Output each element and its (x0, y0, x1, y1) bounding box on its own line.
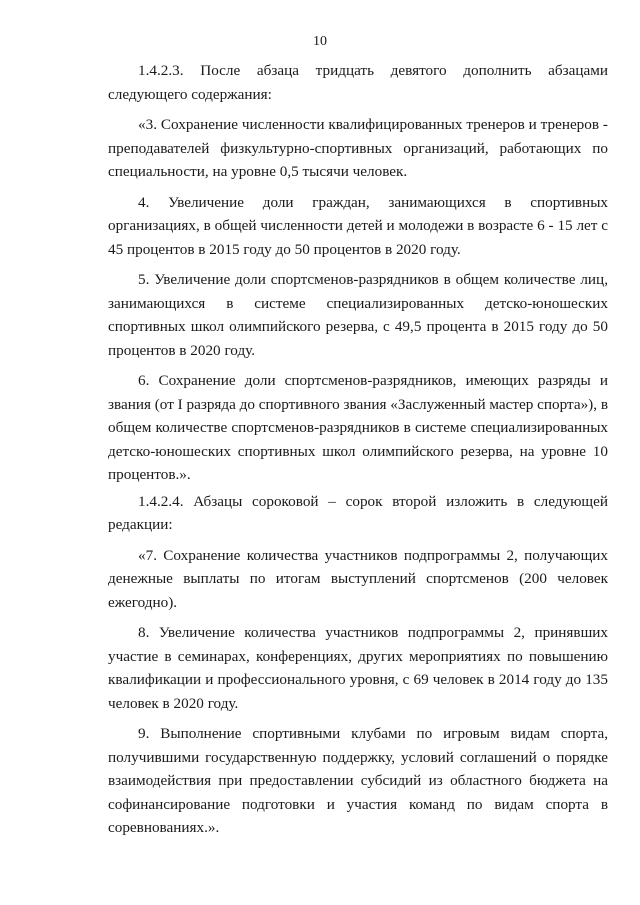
page-number: 10 (313, 34, 327, 49)
paragraph-item-4: 4. Увеличение доли граждан, занимающихся в спортивных организациях, в общей численности детей и молодежи в возрасте 6 - 15 лет с 45 процентов в 2015 году до 50 процентов в 2020 году. (108, 193, 608, 258)
paragraph-item-3: «3. Сохранение численности квалифицированных тренеров и тренеров - преподавателей физкультурно-спортивных организаций, работающих по специальности, на уровне 0,5 тысячи человек. (108, 116, 608, 180)
document-body (108, 59, 608, 840)
paragraph-item-5: 5. Увеличение доли спортсменов-разрядников в общем количестве лиц, занимающихся в системе специализированных детско-юношеских спортивных школ олимпийского резерва, с 49,5 процента в 2015 году до 50 процентов в 2020 году. (108, 271, 608, 359)
paragraph-item-6: 6. Сохранение доли спортсменов-разрядников, имеющих разряды и звания (от I разряда до спортивного звания «Заслуженный мастер спорта»), в общем количестве спортсменов-разрядников в системе специализированных детско-юношеских спортивных школ олимпийского резерва, на уровне 10 процентов.». (108, 372, 608, 483)
paragraph-item-9: 9. Выполнение спортивными клубами по игровым видам спорта, получившими государственную поддержку, условий соглашений о порядке взаимодействия при предоставлении субсидий из областного бюджета на софинансирование подготовки и участия команд по видам спорта в соревнованиях.». (108, 725, 608, 836)
paragraph-1-4-2-3: 1.4.2.3. После абзаца тридцать девятого дополнить абзацами следующего содержания: (108, 62, 608, 103)
paragraph-item-7: «7. Сохранение количества участников подпрограммы 2, получающих денежные выплаты по итогам выступлений спортсменов (200 человек ежегодно). (108, 546, 608, 611)
paragraph-item-8: 8. Увеличение количества участников подпрограммы 2, принявших участие в семинарах, конференциях, других мероприятиях по повышению квалификации и профессионального уровня, с 69 человек в 2014 году до 135 человек в 2020 году. (108, 624, 608, 712)
paragraph-1-4-2-4: 1.4.2.4. Абзацы сороковой – сорок второй изложить в следующей редакции: (108, 492, 608, 533)
